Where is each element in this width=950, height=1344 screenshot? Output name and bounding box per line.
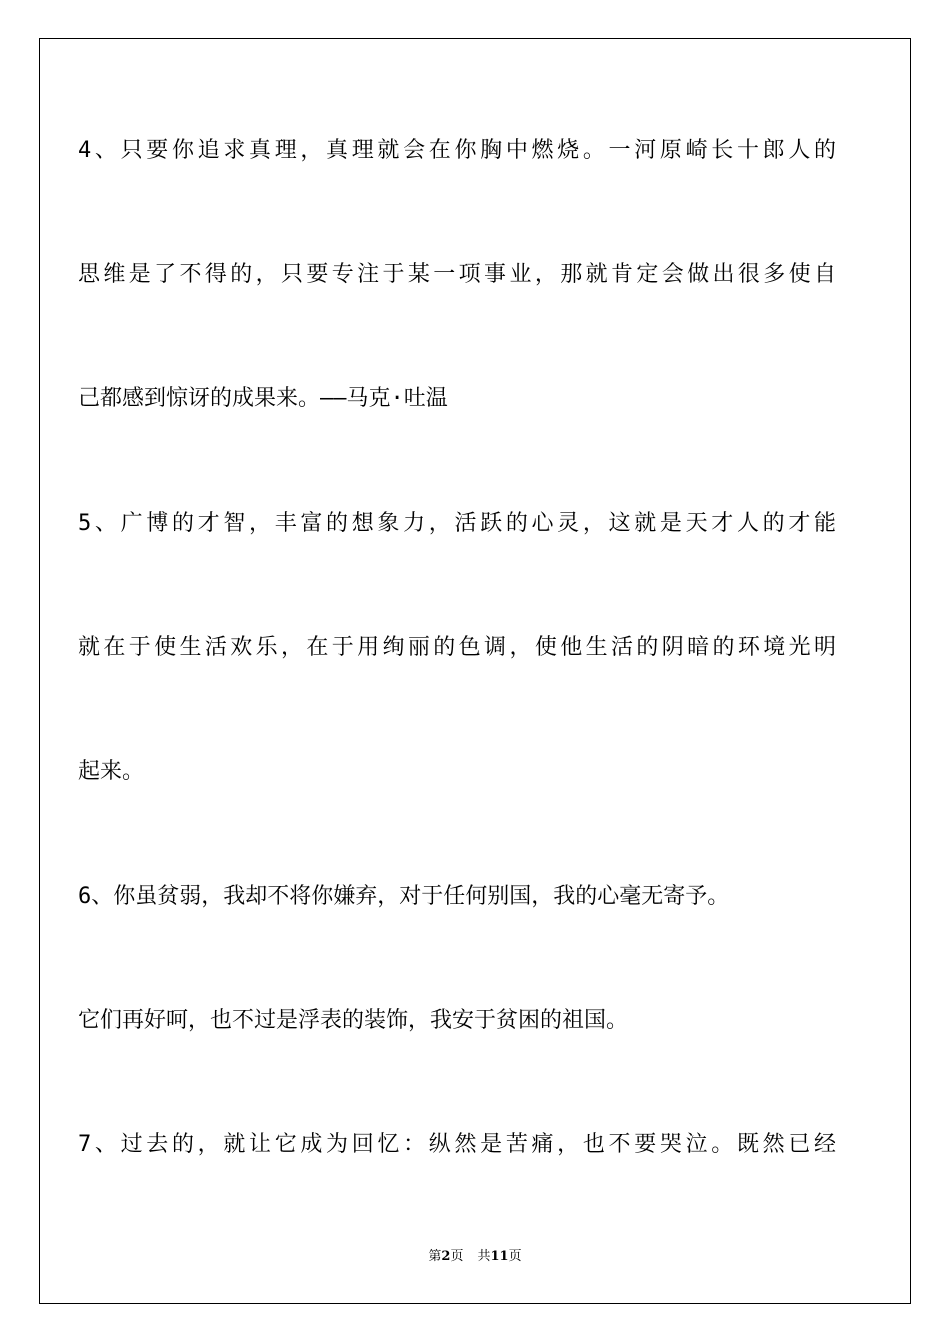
text-line: 己都感到惊讶的成果来。——马克·吐温 xyxy=(78,386,448,411)
page-border xyxy=(39,38,911,1304)
total-suffix: 页 xyxy=(508,1249,522,1264)
text-line: 7、过去的，就让它成为回忆：纵然是苦痛，也不要哭泣。既然已经 xyxy=(78,1132,836,1157)
text-line: 5、广博的才智，丰富的想象力，活跃的心灵，这就是天才人的才能 xyxy=(78,511,836,536)
text-line: 思维是了不得的，只要专注于某一项事业，那就肯定会做出很多使自 xyxy=(78,262,836,287)
page-suffix: 页 xyxy=(450,1249,464,1264)
page-footer xyxy=(0,1248,950,1266)
text-line: 6、你虽贫弱，我却不将你嫌弃，对于任何别国，我的心毫无寄予。 xyxy=(78,884,730,909)
page-prefix: 第 xyxy=(428,1249,442,1264)
total-prefix: 共 xyxy=(477,1249,491,1264)
text-line: 4、只要你追求真理，真理就会在你胸中燃烧。一河原崎长十郎人的 xyxy=(78,138,836,163)
text-line: 它们再好呵，也不过是浮表的装饰，我安于贫困的祖国。 xyxy=(78,1008,629,1033)
page-number: 2 xyxy=(441,1249,451,1264)
total-pages: 11 xyxy=(490,1249,509,1264)
text-line: 起来。 xyxy=(78,759,145,784)
text-line: 就在于使生活欢乐，在于用绚丽的色调，使他生活的阴暗的环境光明 xyxy=(78,635,836,660)
